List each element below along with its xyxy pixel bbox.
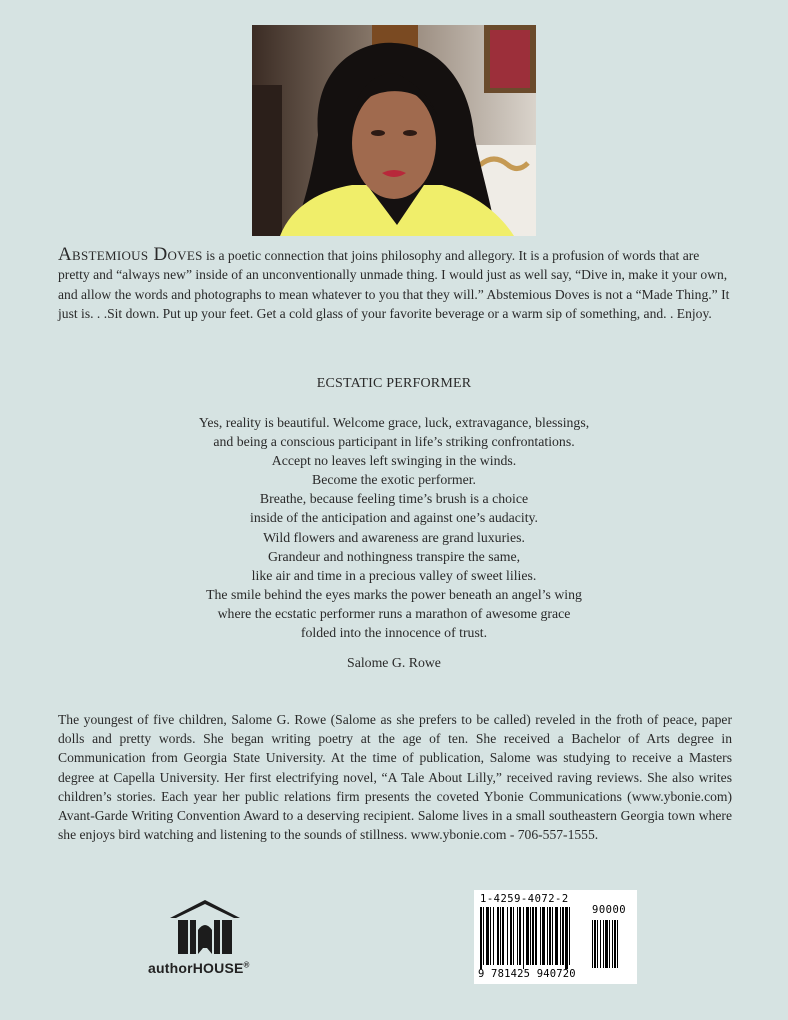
price-code: 90000: [592, 904, 627, 916]
poem-line: inside of the anticipation and against one’s audacity.: [250, 510, 538, 526]
barcode-bar: [540, 907, 541, 965]
barcode-bar: [555, 907, 558, 965]
barcode-bar: [517, 907, 518, 965]
barcode-bar: [500, 907, 501, 965]
publisher-wordmark: [148, 960, 288, 976]
poem-line: Yes, reality is beautiful. Welcome grace, luck, extravagance, blessings,: [198, 415, 590, 430]
poem-line: like air and time in a precious valley of sweet lilies.: [251, 567, 537, 583]
book-title: Abstemious Doves: [58, 244, 203, 265]
poem-line: Become the exotic performer.: [312, 472, 476, 488]
barcode-bar: [486, 907, 489, 965]
barcode-bar: [502, 907, 504, 965]
poem-title: ECSTATIC PERFORMER: [316, 376, 472, 391]
barcode-addon-bar: [609, 920, 610, 968]
barcode-bar: [519, 907, 521, 965]
barcode-addon-bar: [617, 920, 618, 968]
barcode-bar: [565, 907, 568, 969]
barcode-bar: [535, 907, 537, 965]
author-portrait-image: [252, 25, 536, 236]
barcode-bar: [510, 907, 512, 965]
author-photo: [252, 25, 536, 236]
barcode-bar: [569, 907, 570, 965]
barcode-bar: [526, 907, 529, 965]
poem-line: and being a conscious participant in life’s striking confrontations.: [213, 434, 575, 450]
barcode-bar: [513, 907, 514, 965]
registered-mark: ®: [243, 960, 250, 970]
poem-line: Accept no leaves left swinging in the winds.: [271, 453, 517, 469]
barcode-bar: [497, 907, 499, 965]
barcode-bar: [560, 907, 561, 965]
barcode-bar: [530, 907, 531, 965]
publisher-name: authorHOUSE: [148, 960, 244, 976]
publisher-house-icon: [168, 898, 242, 956]
poem-body: [0, 413, 788, 642]
intro-text: is a poetic connection that joins philosophy and allegory. It is a profusion of words that are pretty and “always new” inside of an unconventionally unmade thing. I would just as well say, “Dive in, make it your own, and allow the words and photographs to mean whatever to you that they will.” Abstemious Doves is not a “Made Thing.” It just is. . .Sit down. Put up your feet. Get a cold glass of your favorite beverage or a warm sip of something, and. . Enjoy.: [58, 248, 730, 322]
barcode-bar: [507, 907, 508, 965]
barcode-bar: [480, 907, 482, 969]
barcode-bar: [490, 907, 491, 965]
barcode-bar: [483, 907, 484, 965]
intro-paragraph: [58, 245, 732, 324]
barcode-addon-bar: [597, 920, 598, 968]
ean-number: 9 781425 940720: [478, 968, 576, 980]
barcode-addon-bar: [594, 920, 596, 968]
isbn-barcode: [474, 890, 637, 984]
barcode-bar: [493, 907, 494, 965]
barcode-addon-bar: [605, 920, 608, 968]
poem-line: Grandeur and nothingness transpire the same,: [267, 548, 521, 564]
isbn-number: 1-4259-4072-2: [480, 893, 569, 905]
poem-author: Salome G. Rowe: [347, 655, 441, 670]
poem-line: Wild flowers and awareness are grand luxuries.: [263, 529, 525, 545]
poem-line: where the ecstatic performer runs a marathon of awesome grace: [217, 605, 571, 621]
poem-line: folded into the innocence of trust.: [300, 625, 488, 641]
author-bio: The youngest of five children, Salome G. Rowe (Salome as she prefers to be called) reveled in the froth of peace, paper dolls and pretty words. She began writing poetry at the age of ten. She received a Bachelor of Arts degree in Communication from Georgia State University. At the time of publication, Salome was studying to receive a Masters degree at Capella University. Her first electrifying novel, “A Tale About Lilly,” received raving reviews. She also writes children’s stories. Each year her public relations firm presents the coveted Ybonie Communications (www.ybonie.com) Avant-Garde Writing Convention Award to a deserving recipient. Salome lives in a small southeastern Georgia town where she enjoys bird watching and listening to the sounds of stillness. www.ybonie.com - 706-557-1555.: [58, 712, 732, 843]
poem-line: The smile behind the eyes marks the power beneath an angel’s wing: [206, 586, 582, 602]
barcode-bar: [562, 907, 564, 965]
barcode-bar: [523, 907, 524, 969]
barcode-bar: [542, 907, 545, 965]
barcode-addon-bar: [592, 920, 593, 968]
barcode-addon-bar: [600, 920, 601, 968]
barcode-addon-bar: [612, 920, 613, 968]
barcode-bar: [549, 907, 551, 965]
barcode-bar: [547, 907, 548, 965]
barcode-addon-bar: [603, 920, 604, 968]
barcode-addon-bar: [614, 920, 616, 968]
poem-line: Breathe, because feeling time’s brush is a choice: [259, 491, 529, 507]
barcode-bar: [532, 907, 534, 965]
barcode-bar: [552, 907, 553, 965]
